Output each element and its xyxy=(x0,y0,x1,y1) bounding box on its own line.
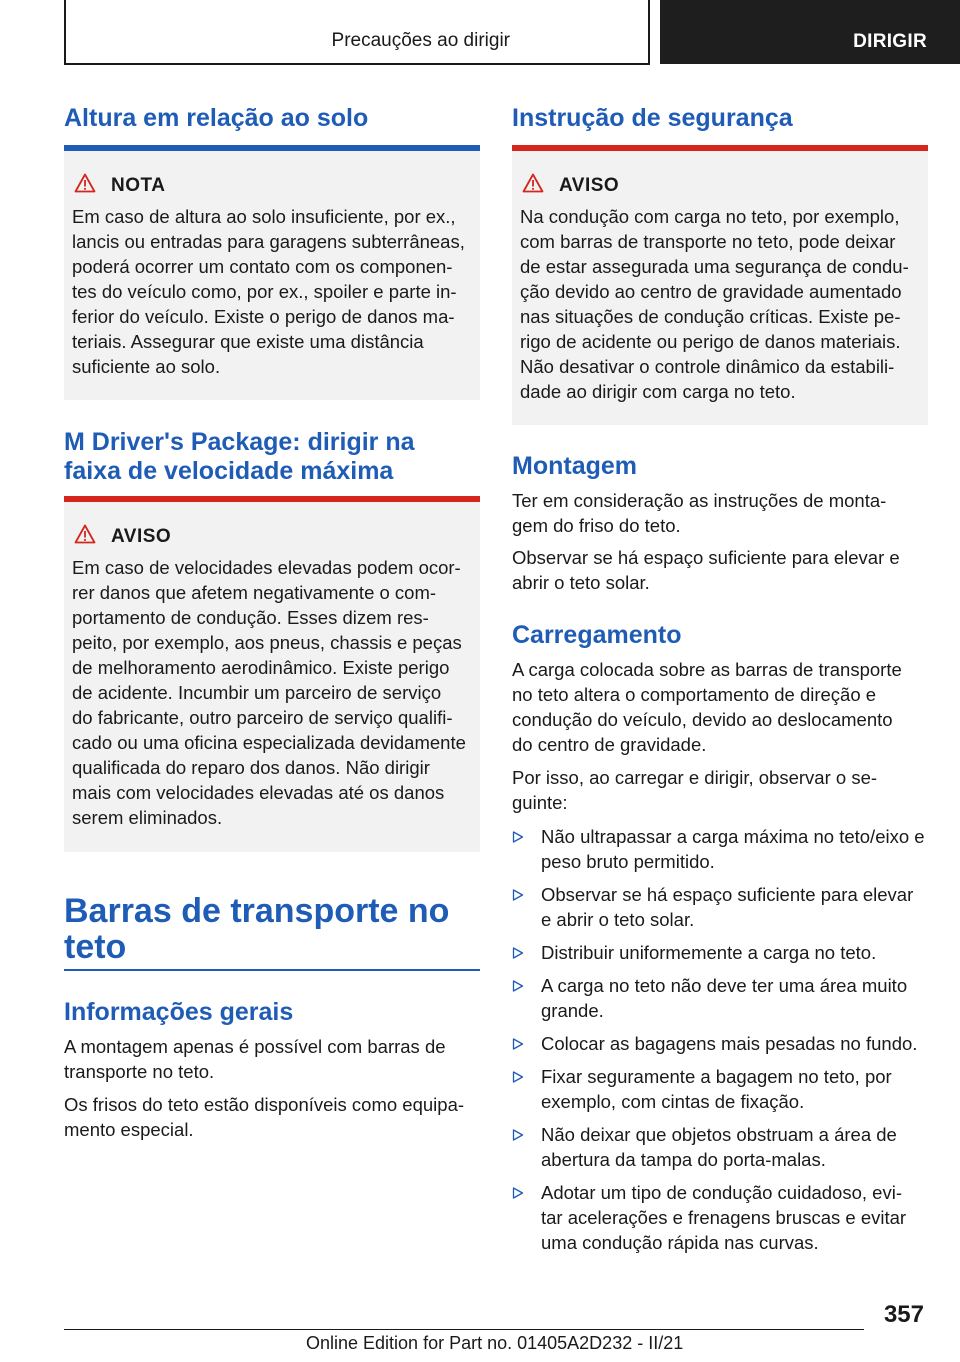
general-info-paragraph-1: A montagem apenas é possível com barras de transporte no teto. xyxy=(64,1036,446,1082)
warning-triangle-icon xyxy=(74,524,96,544)
footer-rule xyxy=(64,1329,864,1330)
header-border-left xyxy=(64,0,66,64)
warning-label: AVISO xyxy=(559,175,620,196)
bullet-text: Fixar seguramente a bagagem no teto, por exemplo, com cintas de fixação. xyxy=(541,1066,892,1112)
triangle-bullet-icon xyxy=(512,1129,524,1141)
warning-text: Na condução com carga no teto, por exemplo, com barras de transporte no teto, pode deixar de estar assegurada uma segurança de condu‐ ção devido ao centro de gravidade aumentado nas situações de condução críticas. Existe pe‐ rigo de acidente ou perigo de danos materiais. Não desativar o controle dinâmico da estabili‐ dade ao dirigir com carga no teto. xyxy=(520,206,909,402)
triangle-bullet-icon xyxy=(512,1071,524,1083)
mounting-paragraph-2: Observar se há espaço suficiente para elevar e abrir o teto solar. xyxy=(512,547,900,593)
heading-roof-bars-line1: Barras de transporte no xyxy=(64,892,450,930)
triangle-bullet-icon xyxy=(512,947,524,959)
warning-label: AVISO xyxy=(111,526,172,547)
bullet-item xyxy=(512,824,932,874)
triangle-bullet-icon xyxy=(512,1187,524,1199)
header-border-bottom xyxy=(64,63,650,65)
footer-edition: Online Edition for Part no. 01405A2D232 - II/21 xyxy=(306,1333,684,1353)
warning-text: Em caso de velocidades elevadas podem ocor‐ rer danos que afetem negativamente o com‐ portamento de condução. Esses dizem res‐ peito, por exemplo, aos pneus, chassis e peças de melhoramento aerodinâmico. Existe perigo de acidente. Incumbir um parceiro de serviço do fabricante, outro parceiro de serviço qualifi‐ cado ou uma oficina especializada devidamente qualificada do reparo dos danos. Não dirigir mais com velocidades elevadas até os danos serem eliminados. xyxy=(72,557,466,828)
bullet-item xyxy=(512,973,932,1023)
chapter-title: DIRIGIR xyxy=(853,31,927,52)
mounting-paragraph-1: Ter em consideração as instruções de monta‐ gem do friso do teto. xyxy=(512,490,887,536)
bullet-text: Distribuir uniformemente a carga no teto. xyxy=(541,942,877,963)
bullet-text: Colocar as bagagens mais pesadas no fundo. xyxy=(541,1033,918,1054)
bullet-item xyxy=(512,1122,932,1172)
page-number: 357 xyxy=(883,1301,924,1328)
triangle-bullet-icon xyxy=(512,889,524,901)
chapter-rule xyxy=(64,969,480,971)
heading-loading: Carregamento xyxy=(512,621,682,649)
warning-triangle-icon xyxy=(522,173,544,193)
warning-box xyxy=(64,502,480,852)
loading-bullet-list xyxy=(512,824,932,1263)
loading-paragraph-1: A carga colocada sobre as barras de transporte no teto altera o comportamento de direção e condução do veículo, devido ao deslocamento do centro de gravidade. xyxy=(512,659,902,755)
heading-safety-instruction: Instrução de segurança xyxy=(512,104,793,132)
bullet-text: Não deixar que objetos obstruam a área de abertura da tampa do porta-malas. xyxy=(541,1124,897,1170)
heading-ground-clearance: Altura em relação ao solo xyxy=(64,104,369,132)
general-info-paragraph-2: Os frisos do teto estão disponíveis como equipa‐ mento especial. xyxy=(64,1094,465,1140)
heading-roof-bars-line2: teto xyxy=(64,928,127,966)
warning-triangle-icon xyxy=(74,173,96,193)
loading-paragraph-2: Por isso, ao carregar e dirigir, observar o se‐ guinte: xyxy=(512,767,878,813)
heading-general-info: Informações gerais xyxy=(64,998,294,1026)
triangle-bullet-icon xyxy=(512,980,524,992)
heading-m-drivers-package-line2: faixa de velocidade máxima xyxy=(64,457,394,485)
bullet-text: Observar se há espaço suficiente para elevar e abrir o teto solar. xyxy=(541,884,914,930)
bullet-text: A carga no teto não deve ter uma área muito grande. xyxy=(541,975,908,1021)
section-title: Precauções ao dirigir xyxy=(331,30,510,51)
bullet-item xyxy=(512,1031,932,1056)
triangle-bullet-icon xyxy=(512,1038,524,1050)
warning-box xyxy=(512,151,928,425)
bullet-item xyxy=(512,882,932,932)
triangle-bullet-icon xyxy=(512,831,524,843)
bullet-text: Não ultrapassar a carga máxima no teto/eixo e peso bruto permitido. xyxy=(541,826,925,872)
header-border-right xyxy=(648,0,650,64)
bullet-text: Adotar um tipo de condução cuidadoso, evi‐ tar acelerações e frenagens bruscas e evitar uma condução rápida nas curvas. xyxy=(541,1182,907,1253)
note-box xyxy=(64,151,480,400)
bullet-item xyxy=(512,1180,932,1255)
bullet-item xyxy=(512,940,932,965)
heading-m-drivers-package-line1: M Driver's Package: dirigir na xyxy=(64,428,415,456)
note-label: NOTA xyxy=(111,175,166,196)
bullet-item xyxy=(512,1064,932,1114)
heading-mounting: Montagem xyxy=(512,452,637,480)
note-text: Em caso de altura ao solo insuficiente, por ex., lancis ou entradas para garagens subterrâneas, poderá ocorrer um contato com os componen‐ tes do veículo como, por ex., spoiler e parte in‐ ferior do veículo. Existe o perigo de danos ma‐ teriais. Assegurar que existe uma distância suficiente ao solo. xyxy=(72,206,465,377)
